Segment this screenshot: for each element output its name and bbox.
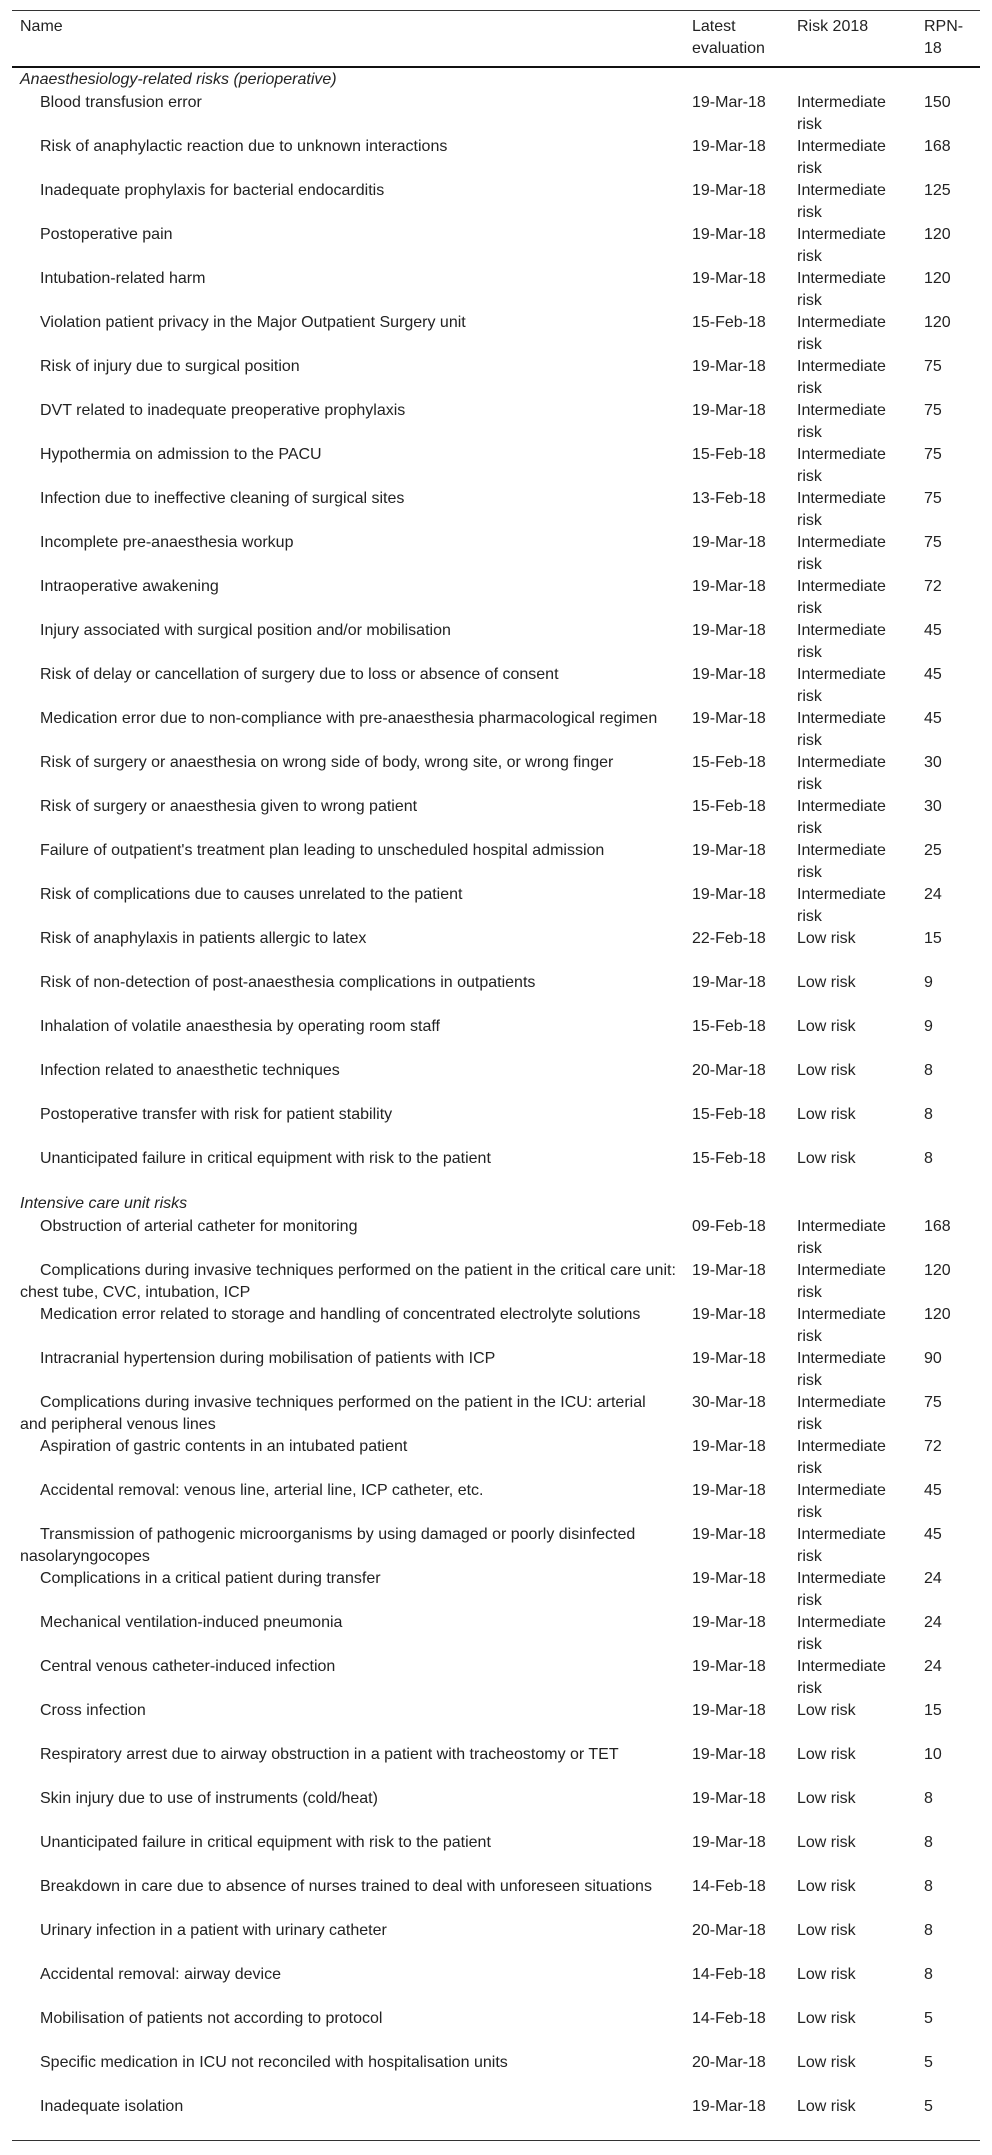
header-row bbox=[12, 11, 980, 68]
cell-name: Hypothermia on admission to the PACU bbox=[40, 446, 322, 463]
cell-latest-evaluation: 19-Mar-18 bbox=[692, 534, 766, 551]
cell-latest-evaluation: 22-Feb-18 bbox=[692, 930, 766, 947]
cell-latest-evaluation: 15-Feb-18 bbox=[692, 1150, 766, 1167]
cell-rpn-18: 8 bbox=[924, 1834, 933, 1851]
cell-name: Accidental removal: venous line, arterial line, ICP catheter, etc. bbox=[40, 1482, 484, 1499]
table-row bbox=[12, 1436, 980, 1480]
table-row bbox=[12, 312, 980, 356]
cell-rpn-18: 24 bbox=[924, 886, 942, 903]
cell-latest-evaluation: 19-Mar-18 bbox=[692, 974, 766, 991]
cell-rpn-18: 8 bbox=[924, 1790, 933, 1807]
cell-latest-evaluation: 15-Feb-18 bbox=[692, 1018, 766, 1035]
cell-risk-2018: Intermediate risk bbox=[797, 226, 886, 265]
table-row bbox=[12, 928, 980, 972]
table-row bbox=[12, 1832, 980, 1876]
cell-risk-2018: Intermediate risk bbox=[797, 578, 886, 617]
cell-risk-2018: Intermediate risk bbox=[797, 798, 886, 837]
cell-rpn-18: 5 bbox=[924, 2010, 933, 2027]
table-row bbox=[12, 488, 980, 532]
cell-name: Intracranial hypertension during mobilisation of patients with ICP bbox=[40, 1350, 496, 1367]
cell-rpn-18: 15 bbox=[924, 1702, 942, 1719]
cell-name: Specific medication in ICU not reconciled with hospitalisation units bbox=[40, 2054, 508, 2071]
table-row bbox=[12, 1964, 980, 2008]
cell-name: Mechanical ventilation-induced pneumonia bbox=[40, 1614, 343, 1631]
section-title: Anaesthesiology-related risks (perioperative) bbox=[20, 71, 337, 88]
section-title: Intensive care unit risks bbox=[20, 1195, 188, 1212]
cell-risk-2018: Low risk bbox=[797, 930, 856, 947]
table-row bbox=[12, 752, 980, 796]
table-body bbox=[12, 67, 980, 2141]
table-row bbox=[12, 1568, 980, 1612]
cell-name: Postoperative pain bbox=[40, 226, 173, 243]
cell-name: Failure of outpatient's treatment plan leading to unscheduled hospital admission bbox=[40, 842, 605, 859]
cell-rpn-18: 10 bbox=[924, 1746, 942, 1763]
cell-risk-2018: Intermediate risk bbox=[797, 182, 886, 221]
cell-name: Transmission of pathogenic microorganisms by using damaged or poorly disinfected nasolaryngocopes bbox=[20, 1526, 636, 1565]
cell-latest-evaluation: 19-Mar-18 bbox=[692, 1746, 766, 1763]
cell-risk-2018: Low risk bbox=[797, 1106, 856, 1123]
table-row bbox=[12, 1392, 980, 1436]
cell-latest-evaluation: 19-Mar-18 bbox=[692, 710, 766, 727]
cell-rpn-18: 8 bbox=[924, 1878, 933, 1895]
cell-latest-evaluation: 19-Mar-18 bbox=[692, 1658, 766, 1675]
cell-name: Risk of anaphylactic reaction due to unknown interactions bbox=[40, 138, 448, 155]
table-row bbox=[12, 1524, 980, 1568]
cell-latest-evaluation: 20-Mar-18 bbox=[692, 2054, 766, 2071]
table-row bbox=[12, 1104, 980, 1148]
cell-risk-2018: Low risk bbox=[797, 1702, 856, 1719]
cell-name: Central venous catheter-induced infection bbox=[40, 1658, 336, 1675]
cell-name: Risk of anaphylaxis in patients allergic to latex bbox=[40, 930, 367, 947]
cell-rpn-18: 120 bbox=[924, 1262, 951, 1279]
cell-latest-evaluation: 15-Feb-18 bbox=[692, 754, 766, 771]
cell-rpn-18: 24 bbox=[924, 1658, 942, 1675]
cell-latest-evaluation: 19-Mar-18 bbox=[692, 358, 766, 375]
table-row bbox=[12, 92, 980, 136]
cell-name: Complications during invasive techniques performed on the patient in the ICU: arterial and peripheral venous lines bbox=[20, 1394, 646, 1433]
cell-rpn-18: 8 bbox=[924, 1106, 933, 1123]
cell-rpn-18: 9 bbox=[924, 1018, 933, 1035]
cell-latest-evaluation: 19-Mar-18 bbox=[692, 1526, 766, 1543]
table-row bbox=[12, 1612, 980, 1656]
table-header bbox=[12, 11, 980, 68]
cell-rpn-18: 75 bbox=[924, 358, 942, 375]
cell-rpn-18: 120 bbox=[924, 314, 951, 331]
cell-rpn-18: 45 bbox=[924, 622, 942, 639]
cell-risk-2018: Intermediate risk bbox=[797, 402, 886, 441]
cell-risk-2018: Intermediate risk bbox=[797, 1658, 886, 1697]
cell-rpn-18: 5 bbox=[916, 2096, 980, 2141]
section-header-row bbox=[12, 1192, 980, 1216]
cell-risk-2018: Low risk bbox=[797, 1878, 856, 1895]
cell-latest-evaluation: 30-Mar-18 bbox=[692, 1394, 766, 1411]
cell-latest-evaluation: 14-Feb-18 bbox=[692, 2010, 766, 2027]
cell-risk-2018: Intermediate risk bbox=[797, 1262, 886, 1301]
table-row bbox=[12, 1480, 980, 1524]
cell-rpn-18: 72 bbox=[924, 578, 942, 595]
cell-rpn-18: 8 bbox=[924, 1150, 933, 1167]
cell-name: Intubation-related harm bbox=[40, 270, 206, 287]
cell-latest-evaluation: 13-Feb-18 bbox=[692, 490, 766, 507]
cell-name: Unanticipated failure in critical equipment with risk to the patient bbox=[40, 1150, 491, 1167]
cell-risk-2018: Intermediate risk bbox=[797, 622, 886, 661]
cell-name: DVT related to inadequate preoperative prophylaxis bbox=[40, 402, 406, 419]
table-row bbox=[12, 840, 980, 884]
cell-latest-evaluation: 20-Mar-18 bbox=[692, 1922, 766, 1939]
table-row bbox=[12, 2052, 980, 2096]
cell-name: Injury associated with surgical position and/or mobilisation bbox=[40, 622, 451, 639]
table-row bbox=[12, 1060, 980, 1104]
header-rpn-18: RPN-18 bbox=[924, 18, 964, 57]
cell-rpn-18: 45 bbox=[924, 1482, 942, 1499]
cell-name: Risk of non-detection of post-anaesthesia complications in outpatients bbox=[40, 974, 536, 991]
cell-latest-evaluation: 19-Mar-18 bbox=[692, 94, 766, 111]
cell-rpn-18: 125 bbox=[924, 182, 951, 199]
cell-latest-evaluation: 15-Feb-18 bbox=[692, 446, 766, 463]
table-row bbox=[12, 708, 980, 752]
table-row bbox=[12, 1920, 980, 1964]
table-row bbox=[12, 1016, 980, 1060]
cell-risk-2018: Intermediate risk bbox=[797, 314, 886, 353]
cell-rpn-18: 75 bbox=[924, 402, 942, 419]
table-row bbox=[12, 2096, 980, 2141]
cell-risk-2018: Intermediate risk bbox=[797, 1306, 886, 1345]
cell-risk-2018: Intermediate risk bbox=[797, 358, 886, 397]
cell-latest-evaluation: 19-Mar-18 bbox=[692, 138, 766, 155]
cell-risk-2018: Low risk bbox=[797, 1790, 856, 1807]
header-name: Name bbox=[20, 18, 63, 35]
cell-name: Risk of delay or cancellation of surgery due to loss or absence of consent bbox=[40, 666, 559, 683]
cell-latest-evaluation: 19-Mar-18 bbox=[692, 1834, 766, 1851]
cell-risk-2018: Intermediate risk bbox=[797, 1350, 886, 1389]
cell-latest-evaluation: 19-Mar-18 bbox=[684, 2096, 789, 2141]
cell-name: Medication error related to storage and handling of concentrated electrolyte solutions bbox=[40, 1306, 641, 1323]
table-row bbox=[12, 1260, 980, 1304]
cell-rpn-18: 8 bbox=[924, 1062, 933, 1079]
cell-name: Complications in a critical patient during transfer bbox=[40, 1570, 381, 1587]
cell-latest-evaluation: 09-Feb-18 bbox=[692, 1218, 766, 1235]
cell-name: Skin injury due to use of instruments (cold/heat) bbox=[40, 1790, 378, 1807]
cell-name: Mobilisation of patients not according to protocol bbox=[40, 2010, 383, 2027]
cell-risk-2018: Low risk bbox=[797, 2010, 856, 2027]
table-row bbox=[12, 224, 980, 268]
cell-rpn-18: 15 bbox=[924, 930, 942, 947]
cell-name: Infection due to ineffective cleaning of surgical sites bbox=[40, 490, 405, 507]
cell-risk-2018: Low risk bbox=[789, 2096, 916, 2141]
table-row bbox=[12, 180, 980, 224]
cell-risk-2018: Intermediate risk bbox=[797, 446, 886, 485]
cell-latest-evaluation: 19-Mar-18 bbox=[692, 1790, 766, 1807]
cell-latest-evaluation: 19-Mar-18 bbox=[692, 1262, 766, 1279]
cell-name: Medication error due to non-compliance with pre-anaesthesia pharmacological regimen bbox=[40, 710, 658, 727]
cell-rpn-18: 5 bbox=[924, 2054, 933, 2071]
cell-name: Breakdown in care due to absence of nurses trained to deal with unforeseen situations bbox=[40, 1878, 652, 1895]
table-row bbox=[12, 1788, 980, 1832]
table-row bbox=[12, 576, 980, 620]
cell-latest-evaluation: 19-Mar-18 bbox=[692, 1350, 766, 1367]
table-row bbox=[12, 400, 980, 444]
cell-name: Risk of surgery or anaesthesia on wrong side of body, wrong site, or wrong finger bbox=[40, 754, 614, 771]
cell-latest-evaluation: 15-Feb-18 bbox=[692, 314, 766, 331]
cell-risk-2018: Intermediate risk bbox=[797, 1614, 886, 1653]
section-header-row bbox=[12, 67, 980, 92]
cell-rpn-18: 45 bbox=[924, 710, 942, 727]
cell-risk-2018: Intermediate risk bbox=[797, 666, 886, 705]
cell-rpn-18: 8 bbox=[924, 1966, 933, 1983]
cell-risk-2018: Intermediate risk bbox=[797, 710, 886, 749]
cell-rpn-18: 30 bbox=[924, 798, 942, 815]
cell-latest-evaluation: 19-Mar-18 bbox=[692, 666, 766, 683]
table-row bbox=[12, 620, 980, 664]
table-row bbox=[12, 1348, 980, 1392]
table-row bbox=[12, 1216, 980, 1260]
cell-risk-2018: Intermediate risk bbox=[797, 534, 886, 573]
cell-risk-2018: Low risk bbox=[797, 1834, 856, 1851]
cell-name: Inadequate prophylaxis for bacterial endocarditis bbox=[40, 182, 385, 199]
cell-rpn-18: 120 bbox=[924, 270, 951, 287]
table-row bbox=[12, 884, 980, 928]
table-row bbox=[12, 444, 980, 488]
header-latest-evaluation: Latest evaluation bbox=[692, 18, 765, 57]
table-row bbox=[12, 356, 980, 400]
cell-rpn-18: 168 bbox=[924, 138, 951, 155]
cell-rpn-18: 8 bbox=[924, 1922, 933, 1939]
cell-latest-evaluation: 19-Mar-18 bbox=[692, 1702, 766, 1719]
table-row bbox=[12, 664, 980, 708]
cell-name: Unanticipated failure in critical equipment with risk to the patient bbox=[40, 1834, 491, 1851]
cell-latest-evaluation: 19-Mar-18 bbox=[692, 1306, 766, 1323]
table-row bbox=[12, 1744, 980, 1788]
cell-latest-evaluation: 19-Mar-18 bbox=[692, 270, 766, 287]
cell-latest-evaluation: 14-Feb-18 bbox=[692, 1966, 766, 1983]
cell-name: Risk of surgery or anaesthesia given to wrong patient bbox=[40, 798, 418, 815]
table-row bbox=[12, 1656, 980, 1700]
cell-name: Postoperative transfer with risk for patient stability bbox=[40, 1106, 393, 1123]
risk-table bbox=[12, 10, 980, 2141]
cell-risk-2018: Low risk bbox=[797, 1746, 856, 1763]
table-row bbox=[12, 2008, 980, 2052]
cell-rpn-18: 24 bbox=[924, 1614, 942, 1631]
cell-risk-2018: Low risk bbox=[797, 1062, 856, 1079]
cell-latest-evaluation: 19-Mar-18 bbox=[692, 1438, 766, 1455]
cell-name: Risk of injury due to surgical position bbox=[40, 358, 300, 375]
cell-rpn-18: 24 bbox=[924, 1570, 942, 1587]
cell-name: Complications during invasive techniques performed on the patient in the critical care unit: chest tube, CVC, intubation, ICP bbox=[20, 1262, 676, 1301]
table-row bbox=[12, 1876, 980, 1920]
cell-rpn-18: 45 bbox=[924, 666, 942, 683]
cell-risk-2018: Intermediate risk bbox=[797, 1394, 886, 1433]
cell-risk-2018: Intermediate risk bbox=[797, 754, 886, 793]
cell-risk-2018: Intermediate risk bbox=[797, 886, 886, 925]
table-row bbox=[12, 1148, 980, 1192]
cell-name: Accidental removal: airway device bbox=[40, 1966, 281, 1983]
table-row bbox=[12, 796, 980, 840]
cell-name: Intraoperative awakening bbox=[40, 578, 219, 595]
cell-name: Risk of complications due to causes unrelated to the patient bbox=[40, 886, 463, 903]
cell-risk-2018: Low risk bbox=[797, 974, 856, 991]
cell-rpn-18: 168 bbox=[924, 1218, 951, 1235]
cell-latest-evaluation: 14-Feb-18 bbox=[692, 1878, 766, 1895]
cell-rpn-18: 25 bbox=[924, 842, 942, 859]
table-row bbox=[12, 136, 980, 180]
cell-latest-evaluation: 19-Mar-18 bbox=[692, 182, 766, 199]
cell-latest-evaluation: 19-Mar-18 bbox=[692, 1614, 766, 1631]
cell-risk-2018: Low risk bbox=[797, 1922, 856, 1939]
table-row bbox=[12, 532, 980, 576]
cell-latest-evaluation: 19-Mar-18 bbox=[692, 226, 766, 243]
cell-rpn-18: 120 bbox=[924, 226, 951, 243]
cell-rpn-18: 75 bbox=[924, 446, 942, 463]
cell-risk-2018: Intermediate risk bbox=[797, 1482, 886, 1521]
cell-name: Aspiration of gastric contents in an intubated patient bbox=[40, 1438, 408, 1455]
cell-rpn-18: 90 bbox=[924, 1350, 942, 1367]
cell-rpn-18: 45 bbox=[924, 1526, 942, 1543]
cell-rpn-18: 9 bbox=[924, 974, 933, 991]
table-row bbox=[12, 268, 980, 312]
cell-latest-evaluation: 19-Mar-18 bbox=[692, 578, 766, 595]
cell-risk-2018: Low risk bbox=[797, 2054, 856, 2071]
cell-rpn-18: 150 bbox=[924, 94, 951, 111]
cell-risk-2018: Intermediate risk bbox=[797, 842, 886, 881]
cell-name: Blood transfusion error bbox=[40, 94, 202, 111]
cell-latest-evaluation: 19-Mar-18 bbox=[692, 622, 766, 639]
cell-latest-evaluation: 20-Mar-18 bbox=[692, 1062, 766, 1079]
cell-rpn-18: 72 bbox=[924, 1438, 942, 1455]
cell-rpn-18: 120 bbox=[924, 1306, 951, 1323]
cell-risk-2018: Intermediate risk bbox=[797, 138, 886, 177]
cell-risk-2018: Intermediate risk bbox=[797, 1526, 886, 1565]
cell-rpn-18: 75 bbox=[924, 1394, 942, 1411]
cell-latest-evaluation: 19-Mar-18 bbox=[692, 402, 766, 419]
cell-latest-evaluation: 19-Mar-18 bbox=[692, 1570, 766, 1587]
cell-rpn-18: 30 bbox=[924, 754, 942, 771]
table-row bbox=[12, 1700, 980, 1744]
cell-latest-evaluation: 15-Feb-18 bbox=[692, 798, 766, 815]
cell-risk-2018: Intermediate risk bbox=[797, 490, 886, 529]
cell-name: Obstruction of arterial catheter for monitoring bbox=[40, 1218, 358, 1235]
cell-name: Respiratory arrest due to airway obstruction in a patient with tracheostomy or TET bbox=[40, 1746, 619, 1763]
cell-latest-evaluation: 19-Mar-18 bbox=[692, 886, 766, 903]
cell-name: Inhalation of volatile anaesthesia by operating room staff bbox=[40, 1018, 440, 1035]
header-risk-2018: Risk 2018 bbox=[797, 18, 869, 35]
cell-risk-2018: Intermediate risk bbox=[797, 1218, 886, 1257]
cell-name: Violation patient privacy in the Major Outpatient Surgery unit bbox=[40, 314, 466, 331]
cell-name: Infection related to anaesthetic techniques bbox=[40, 1062, 340, 1079]
cell-risk-2018: Intermediate risk bbox=[797, 270, 886, 309]
cell-latest-evaluation: 19-Mar-18 bbox=[692, 842, 766, 859]
cell-risk-2018: Low risk bbox=[797, 1018, 856, 1035]
cell-risk-2018: Low risk bbox=[797, 1150, 856, 1167]
cell-name: Cross infection bbox=[40, 1702, 146, 1719]
cell-rpn-18: 75 bbox=[924, 534, 942, 551]
cell-risk-2018: Low risk bbox=[797, 1966, 856, 1983]
cell-name: Urinary infection in a patient with urinary catheter bbox=[40, 1922, 387, 1939]
table-row bbox=[12, 1304, 980, 1348]
cell-rpn-18: 75 bbox=[924, 490, 942, 507]
cell-risk-2018: Intermediate risk bbox=[797, 1438, 886, 1477]
cell-risk-2018: Intermediate risk bbox=[797, 94, 886, 133]
cell-name: Inadequate isolation bbox=[12, 2096, 684, 2141]
table-row bbox=[12, 972, 980, 1016]
cell-risk-2018: Intermediate risk bbox=[797, 1570, 886, 1609]
cell-latest-evaluation: 19-Mar-18 bbox=[692, 1482, 766, 1499]
risk-table-container bbox=[12, 10, 980, 2141]
cell-name: Incomplete pre-anaesthesia workup bbox=[40, 534, 294, 551]
cell-latest-evaluation: 15-Feb-18 bbox=[692, 1106, 766, 1123]
